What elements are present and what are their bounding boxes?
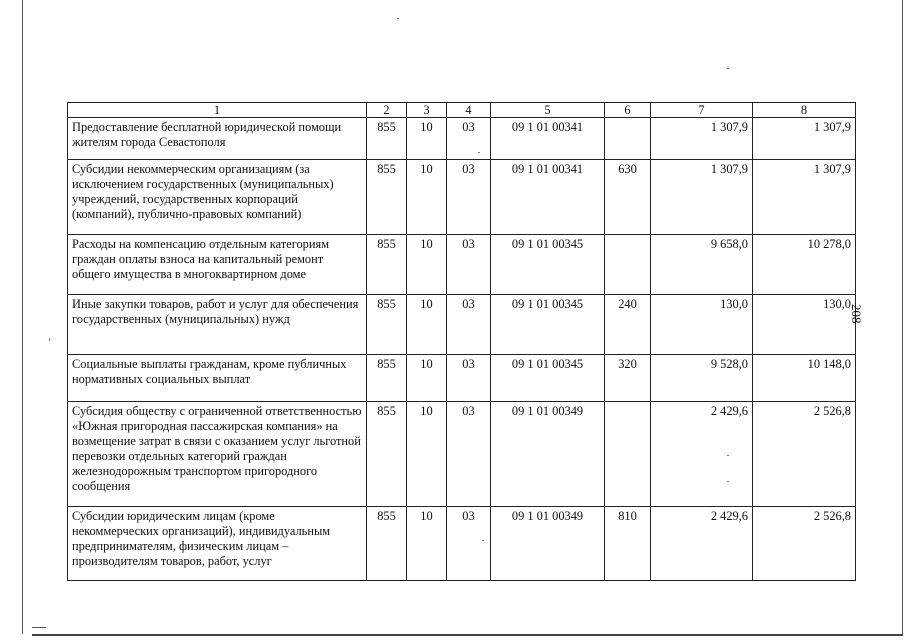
row-expense-type: 240 (605, 295, 651, 355)
scan-speck (727, 68, 729, 69)
column-header: 2 (367, 103, 407, 118)
row-amount-year2: 2 526,8 (753, 402, 856, 507)
scan-speck (49, 338, 50, 341)
page-number: 208 (849, 304, 864, 324)
row-subsection: 03 (447, 118, 491, 160)
column-header: 5 (491, 103, 605, 118)
row-expense-type: 810 (605, 507, 651, 581)
row-target-article: 09 1 01 00345 (491, 235, 605, 295)
row-description: Социальные выплаты гражданам, кроме публичных нормативных социальных выплат (68, 355, 367, 402)
row-expense-type (605, 402, 651, 507)
row-expense-type (605, 118, 651, 160)
scan-speck (397, 18, 399, 19)
row-amount-year1: 9 528,0 (651, 355, 753, 402)
row-amount-year1: 2 429,6 (651, 402, 753, 507)
table-row (68, 295, 856, 355)
row-amount-year1: 1 307,9 (651, 118, 753, 160)
row-target-article: 09 1 01 00341 (491, 118, 605, 160)
row-target-article: 09 1 01 00349 (491, 402, 605, 507)
row-subsection: 03 (447, 355, 491, 402)
row-description: Субсидии некоммерческим организациям (за исключением государственных (муниципальных) учреждений, государственных корпораций (компаний), публично-правовых компаний) (68, 160, 367, 235)
row-amount-year2: 10 278,0 (753, 235, 856, 295)
row-section: 10 (407, 118, 447, 160)
table-row (68, 118, 856, 160)
row-description: Субсидия обществу с ограниченной ответственностью «Южная пригородная пассажирская компания» на возмещение затрат в связи с оказанием услуг льготной перевозки отдельных категорий граждан железнодорожным транспортом пригородного сообщения (68, 402, 367, 507)
table-row (68, 402, 856, 507)
row-amount-year2: 1 307,9 (753, 160, 856, 235)
row-section: 10 (407, 160, 447, 235)
column-header: 3 (407, 103, 447, 118)
table-row (68, 235, 856, 295)
row-description: Предоставление бесплатной юридической помощи жителям города Севастополя (68, 118, 367, 160)
table-row (68, 507, 856, 581)
column-header: 4 (447, 103, 491, 118)
row-target-article: 09 1 01 00345 (491, 295, 605, 355)
row-subsection: 03 (447, 160, 491, 235)
row-ministry-code: 855 (367, 295, 407, 355)
row-amount-year2: 10 148,0 (753, 355, 856, 402)
row-description: Субсидии юридическим лицам (кроме некоммерческих организаций), индивидуальным предпринимателям, физическим лицам – производителям товаров, работ, услуг (68, 507, 367, 581)
row-expense-type: 320 (605, 355, 651, 402)
row-ministry-code: 855 (367, 160, 407, 235)
row-section: 10 (407, 402, 447, 507)
row-ministry-code: 855 (367, 402, 407, 507)
column-number-row (68, 103, 856, 118)
row-amount-year2: 130,0 (753, 295, 856, 355)
row-amount-year2: 1 307,9 (753, 118, 856, 160)
scan-bottom-edge (32, 634, 903, 636)
row-subsection: 03 (447, 295, 491, 355)
row-section: 10 (407, 355, 447, 402)
row-target-article: 09 1 01 00345 (491, 355, 605, 402)
row-description: Расходы на компенсацию отдельным категориям граждан оплаты взноса на капитальный ремонт общего имущества в многоквартирном доме (68, 235, 367, 295)
row-section: 10 (407, 235, 447, 295)
scan-edge-mark (32, 627, 46, 628)
row-ministry-code: 855 (367, 235, 407, 295)
row-ministry-code: 855 (367, 118, 407, 160)
row-amount-year2: 2 526,8 (753, 507, 856, 581)
row-amount-year1: 1 307,9 (651, 160, 753, 235)
column-header: 7 (651, 103, 753, 118)
row-ministry-code: 855 (367, 355, 407, 402)
column-header: 8 (753, 103, 856, 118)
column-header: 1 (68, 103, 367, 118)
row-amount-year1: 2 429,6 (651, 507, 753, 581)
budget-table (67, 102, 856, 581)
row-target-article: 09 1 01 00341 (491, 160, 605, 235)
row-ministry-code: 855 (367, 507, 407, 581)
column-header: 6 (605, 103, 651, 118)
row-description: Иные закупки товаров, работ и услуг для обеспечения государственных (муниципальных) нужд (68, 295, 367, 355)
row-expense-type (605, 235, 651, 295)
row-section: 10 (407, 295, 447, 355)
row-expense-type: 630 (605, 160, 651, 235)
table-row (68, 355, 856, 402)
row-section: 10 (407, 507, 447, 581)
row-target-article: 09 1 01 00349 (491, 507, 605, 581)
row-amount-year1: 9 658,0 (651, 235, 753, 295)
row-subsection: 03 (447, 507, 491, 581)
row-amount-year1: 130,0 (651, 295, 753, 355)
row-subsection: 03 (447, 235, 491, 295)
table-row (68, 160, 856, 235)
row-subsection: 03 (447, 402, 491, 507)
